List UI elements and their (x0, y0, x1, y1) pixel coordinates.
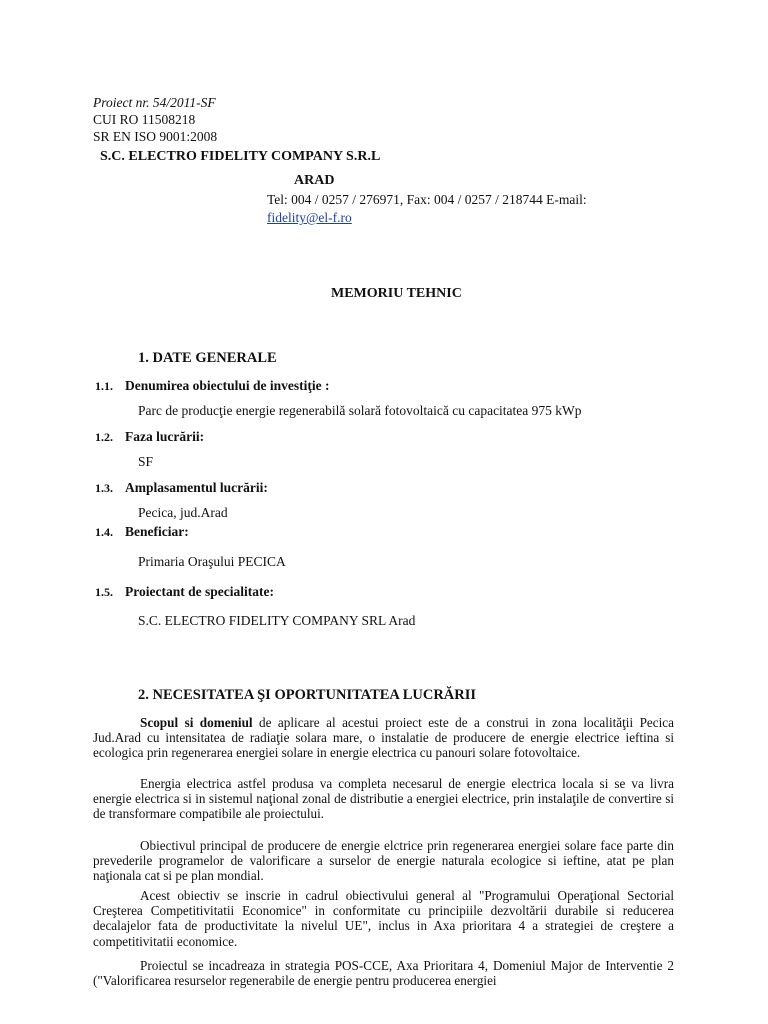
item-label: Beneficiar: (125, 524, 189, 539)
project-number: Proiect nr. 54/2011-SF (93, 95, 216, 110)
email-link[interactable]: fidelity@el-f.ro (267, 210, 352, 225)
item-1-5-value: S.C. ELECTRO FIDELITY COMPANY SRL Arad (138, 613, 416, 628)
item-label: Denumirea obiectului de investiţie : (125, 378, 330, 393)
item-number: 1.3. (95, 481, 113, 495)
paragraph-text: Obiectivul principal de producere de energie elctrice prin regenerarea energiei solare face parte din prevederile programelor de valorificare a surselor de energie naturala ecologice si ieftine, atat pe plan naţionala cat si pe plan mondial. (93, 838, 674, 884)
item-1-2-value: SF (138, 454, 154, 469)
item-1-4-header (95, 523, 189, 541)
item-label: Proiectant de specialitate: (125, 584, 274, 599)
company-city: ARAD (294, 173, 335, 188)
item-1-2-header (95, 428, 204, 446)
document-title: MEMORIU TEHNIC (331, 286, 462, 301)
paragraph-text: Proiectul se incadreaza in strategia POS-CCE, Axa Prioritara 4, Domeniul Major de Interventie 2 ("Valorificarea resurselor regenerabile de energie pentru producerea energiei (93, 958, 674, 989)
section-1-heading: 1. DATE GENERALE (138, 350, 277, 366)
item-1-5-header (95, 583, 274, 601)
item-1-1-header (95, 377, 329, 395)
cui-code: CUI RO 11508218 (93, 112, 196, 127)
item-1-3-header (95, 479, 268, 497)
paragraph-text: Energia electrica astfel produsa va completa necesarul de energie electrica locala si se va livra energie electrica si in sistemul naţional zonal de distributie a energiei electrice, prin instalaţile de convertire si de transformare compatibile ale proiectului. (93, 776, 674, 822)
item-1-4-value: Primaria Oraşului PECICA (138, 554, 286, 569)
paragraph-energy (93, 776, 674, 822)
item-number: 1.4. (95, 525, 113, 539)
paragraph-text: Acest obiectiv se inscrie in cadrul obiectivului general al "Programului Operaţional Sectorial Creşterea Competitivitatii Economice" in conformitate cu principiile dezvoltării durabile si reducerea decalajelor fata de productivitate la nivelul UE", inclus in Axa prioritara 4 a strategiei de creştere a competitivitatii economice. (93, 888, 674, 949)
paragraph-text: de aplicare al acestui proiect este de a construi in zona localităţii Pecica Jud.Arad cu intensitatea de radiaţie solara mare, o instalatie de producere de energie electrice ieftina si ecologica prin regenerarea energiei solare in energie electrica cu panouri solare fotovoltaice. (93, 715, 674, 761)
paragraph-scope (93, 715, 674, 761)
item-1-3-value: Pecica, jud.Arad (138, 505, 228, 520)
paragraph-program (93, 888, 674, 949)
item-label: Faza lucrării: (125, 429, 205, 444)
item-label: Amplasamentul lucrării: (125, 480, 268, 495)
company-name: S.C. ELECTRO FIDELITY COMPANY S.R.L (100, 149, 381, 164)
item-1-1-value: Parc de producţie energie regenerabilă solară fotovoltaică cu capacitatea 975 kWp (138, 403, 582, 418)
paragraph-objective (93, 838, 674, 884)
paragraph-strategy (93, 958, 674, 988)
paragraph-lead: Scopul si domeniul (140, 715, 253, 730)
contact-info: Tel: 004 / 0257 / 276971, Fax: 004 / 0257 / 218744 E-mail: (267, 192, 587, 207)
item-number: 1.5. (95, 585, 113, 599)
iso-standard: SR EN ISO 9001:2008 (93, 129, 218, 144)
item-number: 1.1. (95, 379, 113, 393)
section-2-heading: 2. NECESITATEA ŞI OPORTUNITATEA LUCRĂRII (138, 687, 477, 703)
item-number: 1.2. (95, 430, 113, 444)
